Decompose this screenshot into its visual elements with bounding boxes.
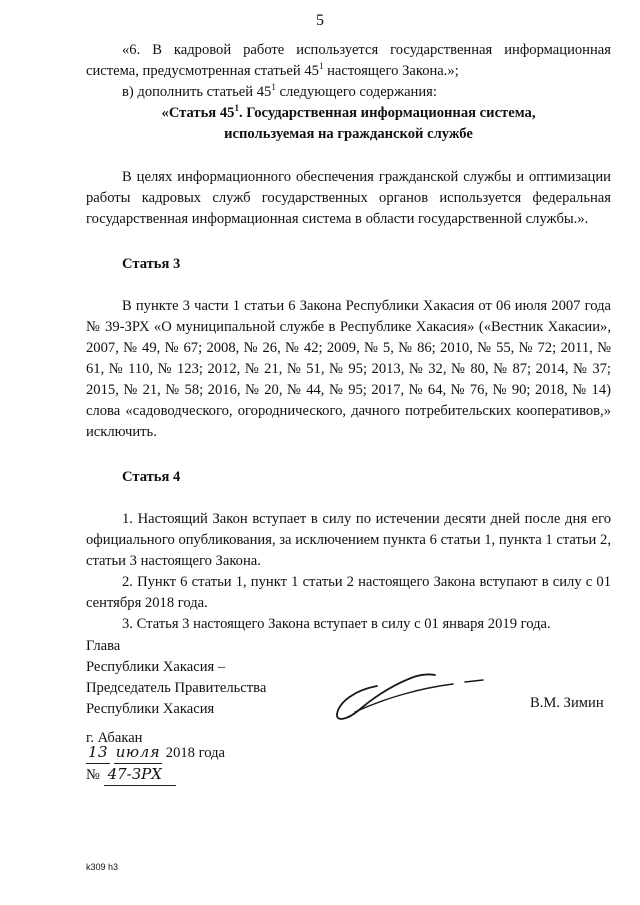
handwritten-signature (325, 668, 495, 728)
amendment-paragraph-6-text-after: настоящего Закона.»; (323, 63, 459, 79)
new-article-title-suffix: . Государственная информационная система, (238, 105, 536, 121)
article-4-item: 1. Настоящий Закон вступает в силу по истечении десяти дней после дня его официального опубликования, за исключением пункта 6 статьи 1, пункта 1 статьи 2, статьи 3 настоящего Закона. (86, 511, 611, 569)
article-4-item: 2. Пункт 6 статьи 1, пункт 1 статьи 2 настоящего Закона вступают в силу с 01 сентября 2018 года. (86, 574, 611, 611)
number-label: № (86, 767, 100, 783)
signatory-title-line: Республики Хакасия – (86, 659, 226, 675)
new-article-title-prefix: «Статья 45 (161, 105, 235, 121)
document-code: k309 h3 (86, 862, 119, 872)
handwritten-day: 13 (86, 742, 110, 764)
amendment-item-v-text-before: в) дополнить статьей 45 (122, 84, 272, 100)
amendment-item-v-text-after: следующего содержания: (275, 84, 437, 100)
new-article-title (86, 103, 611, 124)
article-3-body: В пункте 3 части 1 статьи 6 Закона Республики Хакасия от 06 июля 2007 года № 39-ЗРХ «О муниципальной службе в Республике Хакасия» («Вестник Хакасии», 2007, № 49, № 67; 2008, № 26, № 42; 2009, № 5, № 86; 2010, № 55, № 72; 2011, № 61, № 110, № 123; 2012, № 21, № 51, № 95; 2013, № 32, № 80, № 87; 2014, № 37; 2015, № 21, № 58; 2016, № 20, № 44, № 95; 2017, № 64, № 76, № 90; 2018, № 14) слова «садоводческого, огороднического, дачного потребительских кооперативов,» исключить. (86, 298, 611, 440)
signatory-title-line: Глава (86, 638, 121, 654)
signatory-title-line: Республики Хакасия (86, 701, 215, 717)
amendment-item-v (86, 82, 611, 103)
new-article-title-line2: используемая на гражданской службе (224, 126, 473, 142)
signatory-name: В.М. Зимин (530, 695, 604, 711)
place-of-signing: г. Абакан (86, 730, 143, 746)
superscript-marker: 1 (234, 103, 239, 113)
new-article-body: В целях информационного обеспечения гражданской службы и оптимизации работы кадровых служб государственных органов используется федеральная государственная информационная система в области государственной службы.». (86, 169, 611, 227)
article-4-item: 3. Статья 3 настоящего Закона вступает в силу с 01 января 2019 года. (122, 616, 551, 632)
signing-date (86, 742, 225, 764)
page-number: 5 (316, 12, 324, 29)
law-number (86, 764, 176, 786)
amendment-paragraph-6-text-before: «6. В кадровой работе используется государственная информационная система, предусмотренная статьей 45 (86, 42, 611, 79)
amendment-paragraph-6 (86, 40, 611, 82)
handwritten-law-number: 47-ЗРХ (104, 764, 176, 786)
signing-year: 2018 года (165, 745, 226, 761)
superscript-marker: 1 (318, 61, 324, 71)
article-3-title: Статья 3 (122, 256, 181, 272)
signatory-title-line: Председатель Правительства (86, 680, 267, 696)
document-body (86, 40, 611, 635)
handwritten-month: июля (114, 742, 162, 764)
article-4-title: Статья 4 (122, 469, 181, 485)
superscript-marker: 1 (271, 82, 276, 92)
